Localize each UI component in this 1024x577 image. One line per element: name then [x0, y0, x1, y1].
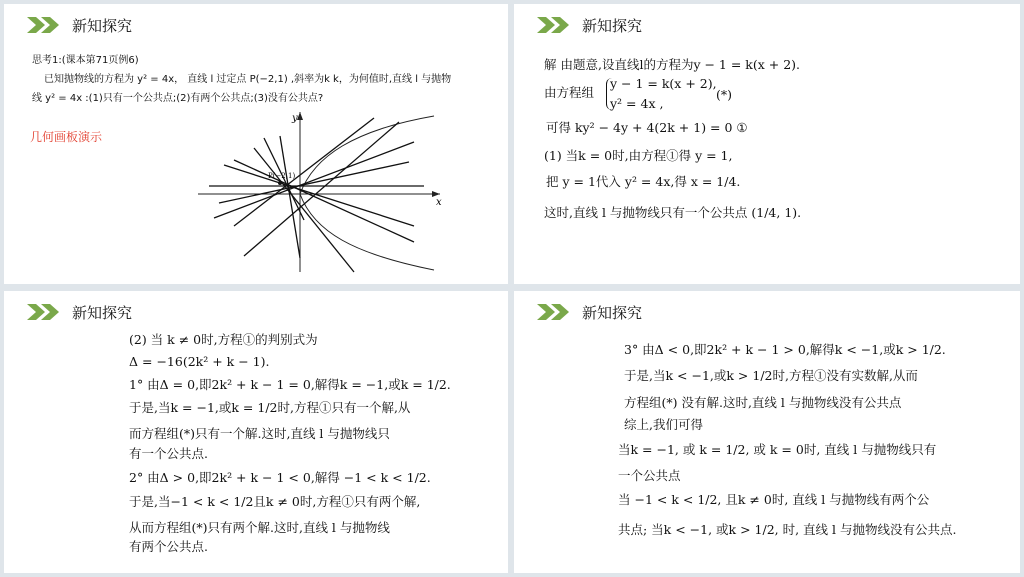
slide-header — [536, 301, 642, 323]
system-eq-1: y − 1 = k(x + 2), — [610, 76, 717, 91]
system-tag: (*) — [716, 87, 733, 102]
case-3-line: 于是,当k < −1,或k > 1/2时,方程①没有实数解,从而 — [624, 368, 918, 383]
question-label: 思考1:(课本第71页例6) — [32, 55, 139, 66]
slide-2 — [514, 4, 1020, 284]
case-2-line: 从而方程组(*)只有两个解.这时,直线 l 与抛物线 — [129, 520, 390, 535]
slide-header — [26, 301, 132, 323]
slide-title: 新知探究 — [72, 16, 133, 35]
case-3-line: 3° 由Δ < 0,即2k² + k − 1 > 0,解得k < −1,或k > 1/2. — [624, 342, 946, 357]
solution-line: 解 由题意,设直线l的方程为y − 1 = k(x + 2). — [544, 57, 801, 72]
case-2-line: 有一个公共点. — [129, 446, 208, 461]
case-2-line: 于是,当k = −1,或k = 1/2时,方程①只有一个解,从 — [129, 400, 411, 415]
case-1-conclusion: 这时,直线 l 与抛物线只有一个公共点 (1/4, 1). — [544, 205, 802, 220]
double-chevron-icon — [536, 302, 572, 322]
case-1-line: 把 y = 1代入 y² = 4x,得 x = 1/4. — [546, 174, 741, 189]
slide-1 — [4, 4, 508, 284]
slide-title: 新知探究 — [582, 303, 643, 322]
parabola-lower — [300, 194, 434, 270]
geometry-demo-link[interactable]: 几何画板演示 — [30, 130, 103, 144]
system-label: 由方程组 — [544, 85, 595, 100]
discriminant: Δ = −16(2k² + k − 1). — [129, 354, 270, 369]
case-2-line: 于是,当−1 < k < 1/2且k ≠ 0时,方程①只有两个解, — [129, 494, 421, 509]
slide-4 — [514, 291, 1020, 573]
case-2-line: (2) 当 k ≠ 0时,方程①的判别式为 — [129, 332, 318, 347]
summary-line: 共点; 当k < −1, 或k > 1/2, 时, 直线 l 与抛物线没有公共点. — [618, 522, 957, 537]
y-axis-arrow — [297, 112, 303, 120]
double-chevron-icon — [536, 15, 572, 35]
slide-title: 新知探究 — [582, 16, 643, 35]
case-2-line: 而方程组(*)只有一个解.这时,直线 l 与抛物线只 — [129, 426, 390, 441]
case-2-line: 有两个公共点. — [129, 539, 208, 554]
question-line: 线 y² = 4x :(1)只有一个公共点;(2)有两个公共点;(3)没有公共点? — [32, 93, 324, 104]
derived-equation: 可得 ky² − 4y + 4(2k + 1) = 0 ① — [546, 120, 748, 135]
fixed-point-p — [278, 181, 282, 185]
system-eq-2: y² = 4x , — [610, 96, 664, 111]
summary-line: 一个公共点 — [618, 468, 681, 483]
slide-3 — [4, 291, 508, 573]
slide-title: 新知探究 — [72, 303, 133, 322]
y-axis-label: y — [292, 113, 298, 124]
case-2-line: 2° 由Δ > 0,即2k² + k − 1 < 0,解得 −1 < k < 1/2. — [129, 470, 431, 485]
slide-header — [26, 14, 132, 36]
line-parabola-graph — [194, 108, 444, 276]
line-family — [209, 118, 424, 272]
parabola-upper — [300, 116, 434, 194]
double-chevron-icon — [26, 302, 62, 322]
question-line: 已知抛物线的方程为 y² = 4x， 直线 l 过定点 P(−2,1) ,斜率为k k，为何值时,直线 l 与抛物 — [44, 74, 452, 85]
case-1-line: (1) 当k = 0时,由方程①得 y = 1, — [544, 148, 733, 163]
double-chevron-icon — [26, 15, 62, 35]
case-2-line: 1° 由Δ = 0,即2k² + k − 1 = 0,解得k = −1,或k = 1/2. — [129, 377, 451, 392]
case-3-line: 方程组(*) 没有解.这时,直线 l 与抛物线没有公共点 — [624, 395, 902, 410]
summary-label: 综上,我们可得 — [624, 417, 703, 432]
slide-header — [536, 14, 642, 36]
x-axis-label: x — [436, 197, 442, 208]
point-label: P(−2,1) — [268, 172, 296, 180]
summary-line: 当k = −1, 或 k = 1/2, 或 k = 0时, 直线 l 与抛物线只有 — [618, 442, 937, 457]
summary-line: 当 −1 < k < 1/2, 且k ≠ 0时, 直线 l 与抛物线有两个公 — [618, 492, 930, 507]
